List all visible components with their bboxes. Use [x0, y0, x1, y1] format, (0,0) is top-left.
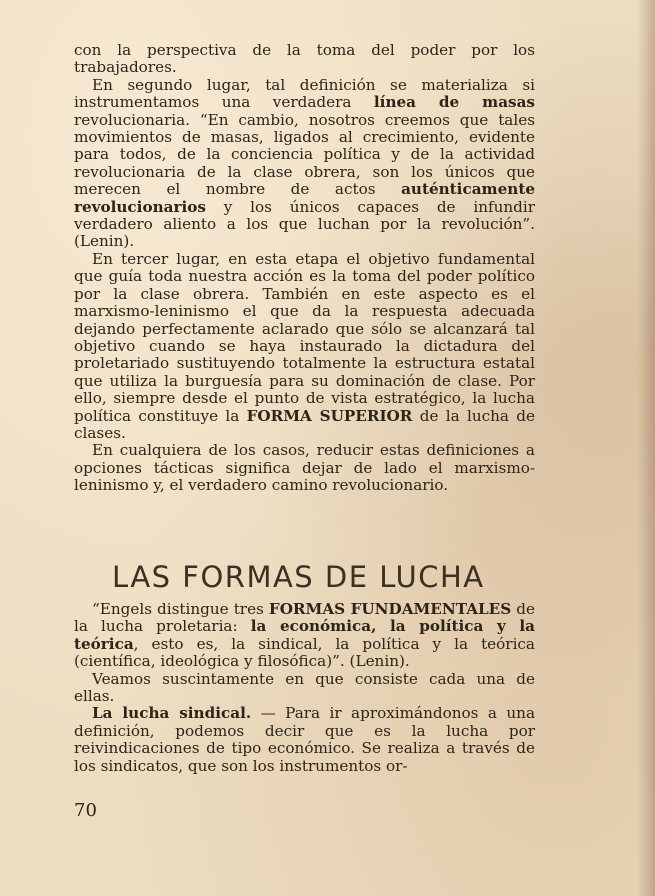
paragraph-5-bold-a: FORMAS FUNDAMENTALES — [268, 600, 512, 618]
paragraph-1 — [74, 42, 535, 77]
paragraph-6-text: Veamos suscintamente en que consiste cada una de ellas. — [74, 669, 535, 706]
paragraph-5 — [74, 601, 535, 671]
paragraph-5-text-a: “Engels distingue tres — [92, 600, 269, 618]
paragraph-7-bold: La lucha sindical. — [92, 704, 252, 723]
paragraph-3-text-b: de la lucha de clases. — [74, 406, 535, 442]
section-heading: LAS FORMAS DE LUCHA — [112, 560, 485, 594]
paragraph-1-text: con la perspectiva de la toma del poder por los trabajadores. — [74, 41, 535, 77]
body-text-top — [74, 42, 535, 495]
paragraph-3-text-a: En tercer lugar, en esta etapa el objetivo fundamental que guía toda nuestra acción es la toma del poder político por la clase obrera. También en este aspecto es el marxismo-leninismo el que da la respuesta adecuada dejando perfectamente aclarado que sólo se alcanzará tal objetivo cuando se haya instaurado la dictadura del proletariado sustituyendo totalmente la estructura estatal que utiliza la burguesía para su dominación de clase. Por ello, siempre desde el punto de vista estratégico, la lucha política constituye la — [74, 249, 535, 425]
paragraph-7 — [74, 705, 535, 775]
paragraph-2-text-c: y los únicos capaces de infundir verdadero aliento a los que luchan por la revolución”. (Lenin). — [74, 197, 535, 251]
page-edge-shadow — [637, 0, 655, 896]
paragraph-2-bold-b: auténticamente revolucionarios — [74, 180, 535, 216]
body-text-bottom — [74, 601, 535, 775]
paragraph-2-text-b: revolucionaria. “En cambio, nosotros creemos que tales movimientos de masas, ligados al crecimiento, evidente para todos, de la conciencia política y de la actividad revolucionaria de la clase obrera, son los únicos que merecen el nombre de actos — [74, 110, 535, 199]
paragraph-6 — [74, 671, 535, 706]
paragraph-2-text-a: En segundo lugar, tal definición se materializa si instrumentamos una verdadera — [74, 75, 535, 112]
paragraph-2 — [74, 77, 535, 251]
paragraph-4-text: En cualquiera de los casos, reducir estas definiciones a opciones tácticas significa dejar de lado el marxismo-leninismo y, el verdadero camino revolucionario. — [74, 441, 535, 495]
paragraph-4 — [74, 442, 535, 494]
paragraph-7-text: — Para ir aproximándonos a una definición, podemos decir que es la lucha por reivindicaciones de tipo económico. Se realiza a través de los sindicatos, que son los instrumentos or- — [74, 704, 536, 775]
paragraph-5-bold-b: la económica, la política y la teórica — [74, 617, 536, 653]
paragraph-5-text-c: , esto es, la sindical, la política y la teórica (científica, ideológica y filosófica)”. (Lenin). — [74, 634, 535, 671]
page-number: 70 — [74, 800, 97, 821]
paragraph-5-text-b: de la lucha proletaria: — [74, 600, 535, 636]
paragraph-3-bold: FORMA SUPERIOR — [246, 406, 413, 425]
paragraph-2-bold-a: línea de masas — [373, 93, 535, 112]
paragraph-3 — [74, 251, 535, 442]
